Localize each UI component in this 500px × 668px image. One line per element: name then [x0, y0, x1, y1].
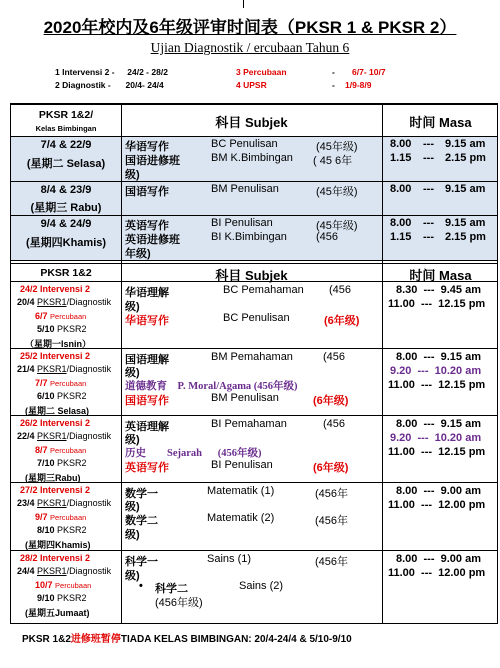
header-time: 时间 Masa	[409, 115, 472, 130]
pksr2-text: PKSR2	[57, 458, 87, 468]
pksr2-date: 6/10	[37, 391, 55, 401]
percubaan-line	[35, 580, 91, 590]
pksr2-line	[37, 324, 87, 334]
time-slot: 11.00 --- 12.15 pm	[388, 298, 486, 310]
schedule-label: 1 Intervensi 2 -	[55, 67, 115, 77]
schedule-item-3	[236, 67, 287, 77]
bullet-icon: •	[139, 580, 143, 592]
subject-wrap: 级)	[125, 501, 140, 513]
subject-code: BI Penulisan	[211, 459, 273, 471]
subject-code: Matematik (2)	[207, 512, 275, 524]
percubaan-text: Percubaan	[50, 312, 87, 321]
time-end: 9.15 am	[445, 183, 486, 195]
subject-cn: 国语写作	[125, 186, 169, 198]
subject-year: (456年	[315, 556, 349, 568]
intervensi-date: 28/2 Intervensi 2	[20, 553, 91, 563]
percubaan-date: 8/7	[35, 445, 48, 455]
schedule-dash: -	[332, 67, 335, 77]
row-day: (星期三 Rabu)	[30, 202, 102, 214]
diag-text: /Diagnostik	[66, 566, 112, 576]
time-slot: 8.00 --- 9.15 am	[396, 418, 481, 430]
subject-cn: 数学二	[125, 515, 158, 527]
pksr2-text: PKSR2	[57, 593, 87, 603]
row-date: 7/4 & 22/9	[40, 139, 92, 151]
pksr2-line	[37, 391, 87, 401]
time-start: 8.00	[390, 138, 412, 150]
subject-year: (6年级)	[313, 395, 349, 407]
subject-year: (45年级)	[316, 141, 358, 153]
subject-wrap: 级)	[125, 434, 140, 446]
row-line	[11, 215, 497, 216]
schedule-label: 2 Diagnostik -	[55, 80, 111, 90]
time-slot: 11.00 --- 12.00 pm	[388, 499, 486, 511]
subject-wrap: 级)	[125, 367, 140, 379]
diagnostik-line	[17, 431, 111, 441]
row-day: (星期二 Selasa)	[25, 406, 90, 416]
percubaan-date: 9/7	[35, 512, 48, 522]
subject-code: BI Penulisan	[211, 217, 273, 229]
schedule-item-1	[55, 67, 168, 77]
subject-code: Sains (1)	[207, 553, 252, 565]
row-day: (星期二 Selasa)	[26, 158, 106, 170]
intervensi-date: 25/2 Intervensi 2	[20, 351, 91, 361]
time-slot: 8.30 --- 9.45 am	[396, 284, 481, 296]
row-day: (星期三Rabu)	[25, 473, 81, 483]
page-subtitle: Ujian Diagnostik / ercubaan Tahun 6	[150, 40, 350, 55]
time-end: 2.15 pm	[445, 152, 486, 164]
subject-year: (6年级)	[313, 462, 349, 474]
schedule-item-2	[55, 80, 164, 90]
subject-year: (456	[316, 231, 339, 243]
time-start: 1.15	[390, 231, 412, 243]
subject-code: BC Penulisan	[223, 312, 290, 324]
time-sep: ---	[423, 183, 434, 195]
row-day: (星期五Jumaat)	[25, 608, 90, 618]
footer-dates: TIADA KELAS BIMBINGAN: 20/4-24/4 & 5/10-9/10	[120, 634, 352, 645]
subject-year: (456	[323, 351, 346, 363]
column-line	[121, 104, 122, 624]
pksr2-date: 9/10	[37, 593, 55, 603]
row-day: (星期四Khamis)	[25, 540, 91, 550]
subject-cn: 数学一	[125, 488, 158, 500]
row-line	[11, 136, 497, 137]
subject-cn: 国语进修班	[125, 155, 180, 167]
moral-subject: 道德教育 P. Moral/Agama (456年级)	[125, 381, 298, 392]
footer-pksr: PKSR 1&2	[22, 634, 71, 645]
intervensi-date: 24/2 Intervensi 2	[20, 284, 91, 294]
subject-code: BM Penulisan	[211, 183, 279, 195]
row-line	[11, 260, 497, 261]
schedule-dates: 20/4- 24/4	[125, 80, 164, 90]
subject-code: Sains (2)	[239, 580, 284, 592]
header-subject: 科目 Subjek	[215, 115, 288, 130]
diag-date: 23/4	[17, 498, 35, 508]
subject-year: (456	[329, 284, 352, 296]
page-title: 2020年校内及6年级评审时间表（PKSR 1 & PKSR 2）	[43, 18, 457, 37]
percubaan-text: Percubaan	[50, 513, 87, 522]
diag-date: 22/4	[17, 431, 35, 441]
time-start: 8.00	[390, 217, 412, 229]
schedule-dates-4: 1/9-8/9	[345, 80, 372, 90]
time-slot: 9.20 --- 10.20 am	[390, 365, 482, 377]
schedule-dates: 24/2 - 28/2	[127, 67, 168, 77]
percubaan-text: Percubaan	[50, 379, 87, 388]
time-sep: ---	[423, 138, 434, 150]
header-pksr: PKSR 1&2	[40, 267, 92, 279]
percubaan-text: Percubaan	[55, 581, 92, 590]
time-slot: 11.00 --- 12.15 pm	[388, 379, 486, 391]
diag-date: 21/4	[17, 364, 35, 374]
diag-link: PKSR1	[37, 297, 67, 307]
time-slot: 8.00 --- 9.15 am	[396, 351, 481, 363]
diag-link: PKSR1	[37, 498, 67, 508]
header-pksr: PKSR 1&2/	[38, 109, 94, 121]
percubaan-line	[35, 512, 86, 522]
pksr2-text: PKSR2	[57, 391, 87, 401]
subject-year: ( 45 6年	[313, 155, 353, 167]
time-end: 2.15 pm	[445, 231, 486, 243]
pksr2-line	[37, 458, 87, 468]
subject-cn: 国语写作	[125, 395, 169, 407]
subject-cn: 华语理解	[125, 287, 169, 299]
footer-note	[22, 630, 352, 645]
subject-cn: 华语写作	[125, 315, 169, 327]
row-line	[11, 104, 497, 105]
subject-code: Matematik (1)	[207, 485, 275, 497]
percubaan-date: 6/7	[35, 311, 48, 321]
percubaan-text: Percubaan	[50, 446, 87, 455]
time-sep: ---	[423, 231, 434, 243]
time-end: 9.15 am	[445, 217, 486, 229]
time-slot: 11.00 --- 12.15 pm	[388, 446, 486, 458]
pksr2-date: 5/10	[37, 324, 55, 334]
pksr2-line	[37, 525, 87, 535]
subject-code: BM K.Bimbingan	[211, 152, 293, 164]
time-slot: 9.20 --- 10.20 am	[390, 432, 482, 444]
time-slot: 11.00 --- 12.00 pm	[388, 567, 486, 579]
pksr2-text: PKSR2	[57, 525, 87, 535]
diagnostik-line	[17, 498, 111, 508]
percubaan-date: 10/7	[35, 580, 53, 590]
subject-year: (456	[323, 418, 346, 430]
schedule-label: 4 UPSR	[236, 80, 267, 90]
sejarah-subject: 历史 Sejarah (456年级)	[125, 448, 262, 459]
subject-cn: 英语写作	[125, 462, 169, 474]
time-end: 9.15 am	[445, 138, 486, 150]
diag-text: /Diagnostik	[66, 498, 112, 508]
percubaan-line	[35, 445, 86, 455]
schedule-item-4	[236, 80, 267, 90]
subject-cn: 科学一	[125, 556, 158, 568]
header-subject: 科目 Subjek	[215, 268, 288, 283]
subject-year: (456年	[315, 515, 349, 527]
subject-code: BI Pemahaman	[211, 418, 287, 430]
subject-wrap: 级)	[125, 570, 140, 582]
subject-cn: 国语理解	[125, 354, 169, 366]
diag-text: /Diagnostik	[66, 431, 112, 441]
subject-code: BI K.Bimbingan	[211, 231, 287, 243]
column-line	[382, 104, 383, 624]
subject-wrap: 年级)	[125, 248, 151, 260]
subject-year: (6年级)	[324, 315, 360, 327]
schedule-dash: -	[332, 80, 335, 90]
subject-wrap: 级)	[125, 169, 140, 181]
row-line	[11, 482, 497, 483]
pksr2-line	[37, 593, 87, 603]
top-tick-mark	[243, 0, 244, 8]
intervensi-date: 26/2 Intervensi 2	[20, 418, 91, 428]
subject-code: BC Pemahaman	[223, 284, 304, 296]
percubaan-line	[35, 378, 86, 388]
subject-code: BM Pemahaman	[211, 351, 293, 363]
subject-cn: 科学二	[155, 583, 188, 595]
subject-cn: 英语写作	[125, 220, 169, 232]
time-sep: ---	[423, 217, 434, 229]
time-start: 1.15	[390, 152, 412, 164]
row-day: (星期四Khamis)	[25, 237, 107, 249]
percubaan-line	[35, 311, 86, 321]
pksr2-date: 7/10	[37, 458, 55, 468]
subject-year: (456年级)	[155, 597, 203, 609]
percubaan-date: 7/7	[35, 378, 48, 388]
diag-link: PKSR1	[37, 364, 67, 374]
schedule-dates-3: 6/7- 10/7	[352, 67, 386, 77]
timetable	[10, 103, 498, 624]
header-kelas: Kelas Bimbingan	[35, 124, 97, 133]
subject-code: BM Penulisan	[211, 392, 279, 404]
time-slot: 8.00 --- 9.00 am	[396, 553, 481, 565]
row-line	[11, 263, 497, 264]
time-start: 8.00	[390, 183, 412, 195]
header-time: 时间 Masa	[409, 268, 472, 283]
pksr2-date: 8/10	[37, 525, 55, 535]
diagnostik-line	[17, 297, 111, 307]
subject-cn: 华语写作	[125, 141, 169, 153]
subject-code: BC Penulisan	[211, 138, 278, 150]
subject-wrap: 级)	[125, 301, 140, 313]
diag-text: /Diagnostik	[66, 297, 112, 307]
time-slot: 8.00 --- 9.00 am	[396, 485, 481, 497]
row-date: 8/4 & 23/9	[40, 184, 92, 196]
diag-date: 20/4	[17, 297, 35, 307]
diag-date: 24/4	[17, 566, 35, 576]
diag-text: /Diagnostik	[66, 364, 112, 374]
row-day: （星期一Isnin）	[25, 339, 92, 349]
diagnostik-line	[17, 566, 111, 576]
subject-cn: 英语理解	[125, 421, 169, 433]
subject-cn: 英语进修班	[125, 234, 180, 246]
diag-link: PKSR1	[37, 431, 67, 441]
footer-suspend: 进修班暂停	[70, 634, 121, 645]
diagnostik-line	[17, 364, 111, 374]
time-sep: ---	[423, 152, 434, 164]
row-line	[11, 181, 497, 182]
subject-wrap: 级)	[125, 529, 140, 541]
subject-year: (45年级)	[316, 220, 358, 232]
row-date: 9/4 & 24/9	[40, 218, 92, 230]
pksr2-text: PKSR2	[57, 324, 87, 334]
diag-link: PKSR1	[37, 566, 67, 576]
subject-year: (456年	[315, 488, 349, 500]
intervensi-date: 27/2 Intervensi 2	[20, 485, 91, 495]
schedule-label: 3 Percubaan	[236, 67, 287, 77]
subject-year: (45年级)	[316, 186, 358, 198]
